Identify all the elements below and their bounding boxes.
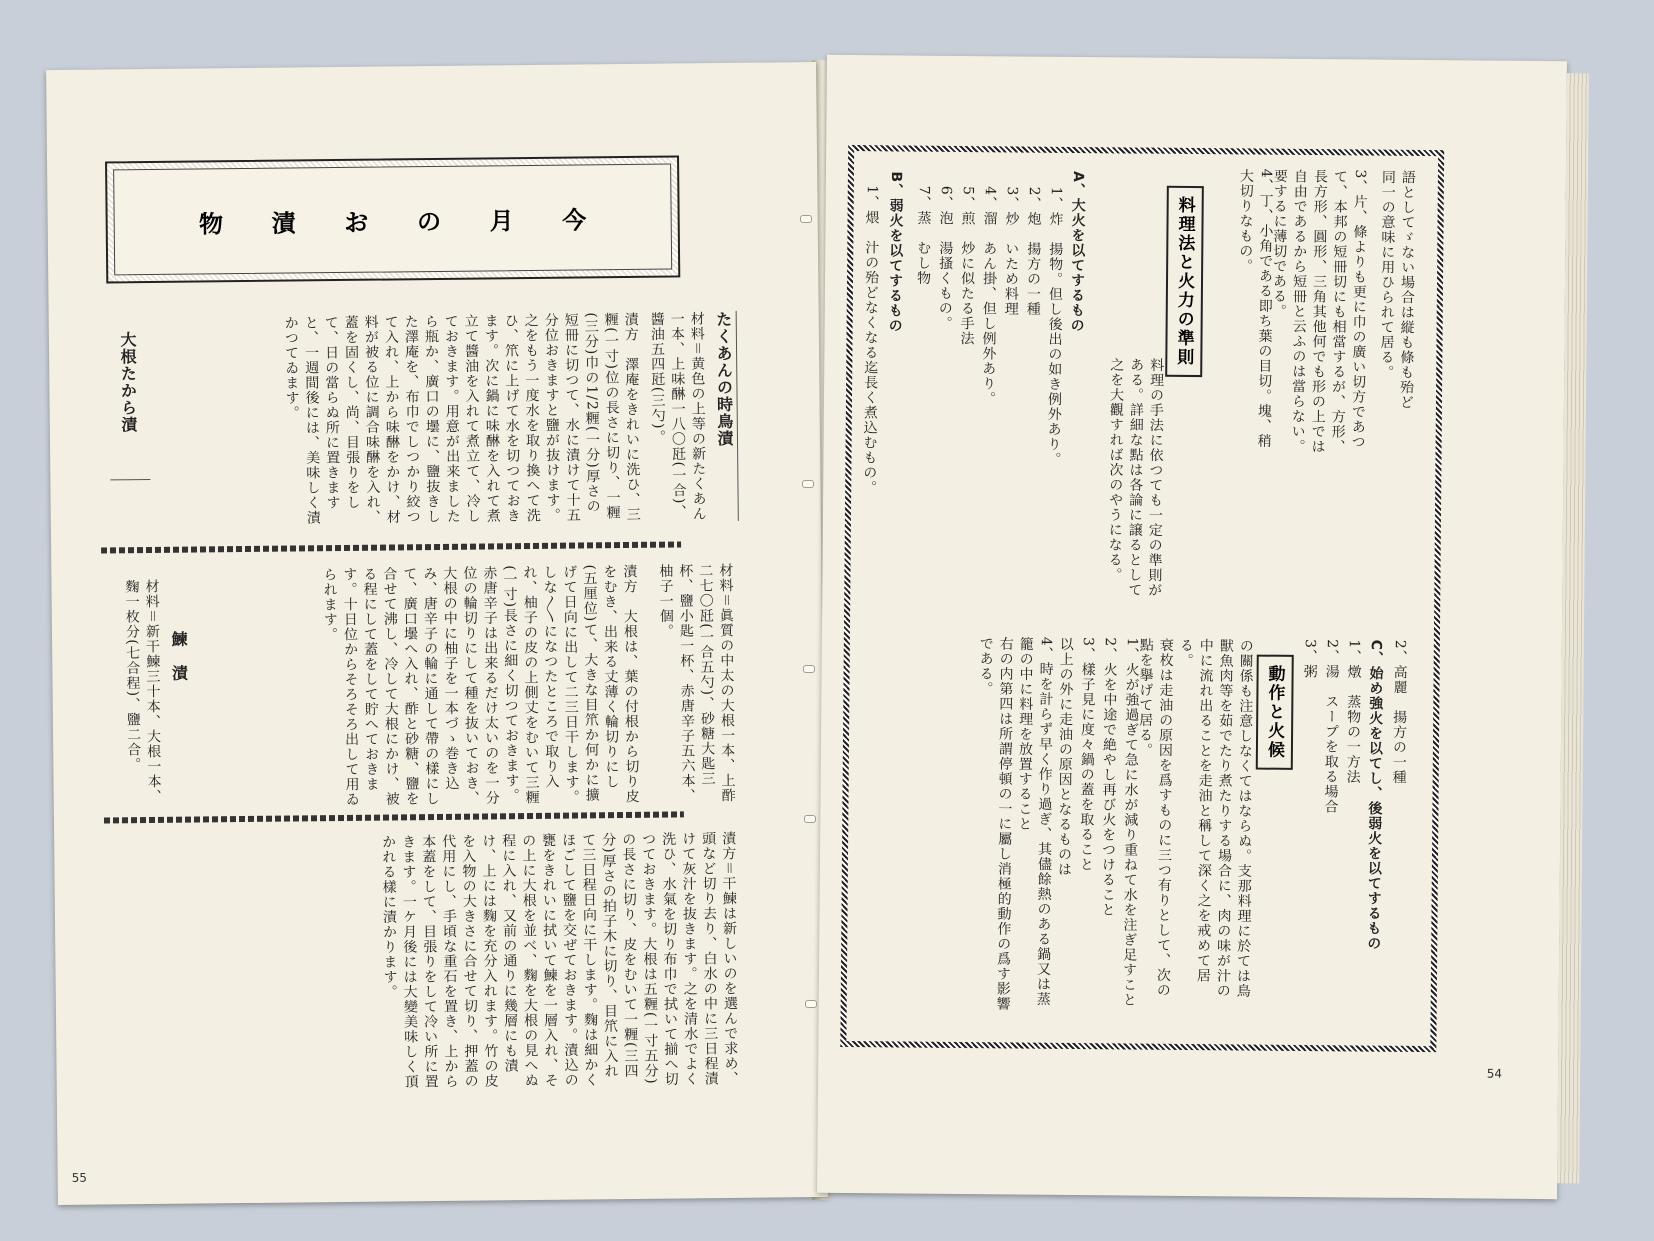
item-4: 4、丁、小角である即ち葉の目切。塊、稍大切りなもの。 xyxy=(1237,168,1275,449)
group-a-item: 5、煎 炒に似たる手法 xyxy=(958,185,976,347)
page-number-right: 54 xyxy=(1486,1066,1503,1081)
section1-intro: 料理の手法に依つても一定の準則がある。詳細な點は各論に譲るとして之を大觀すれば次のやうになる。 xyxy=(1106,357,1165,598)
group-c-item: 1、燉 蒸物の一方法 xyxy=(1344,639,1362,785)
title-char: 漬 xyxy=(271,207,296,238)
takuan-method: 漬方 澤庵をきれいに洗ひ、三糎(一寸)位の長さに切り、一糎(三分)巾の1/2糎(一分)厚さの短冊に切つて、水に漬けて十五分位おきますと鹽が抜けます。之をもう一度水を取り換へて洗ひ、笊に上げて水を切つておきます。次に鍋に味醂を入れて煮立て醬油を入れて煮立て、冷しておきます。用意が出来ましたら瓶か、廣口の壜に、鹽抜きした澤庵を、布巾でしつかり絞つて入れ、上から味醂をかけ、材料が被る位に調合味醂を入れ、蓋を固くし、尚、目張りをして、日の當らぬ所に置きますと、一週間後には、美味しく漬かつてゐます。 xyxy=(282,311,641,526)
section2-text: の關係も注意しなくてはならぬ。支那料理に於ては鳥獸魚肉等を茹でたり煮たりする場合に、肉の味が汁の中に流れ出ることを走油と稱して深く之を戒めて居る。 衰枚は走油の原因を爲すものに三つ有りとして、次の點を擧げて居る。 xyxy=(1136,637,1254,999)
daikon-method: 漬方 大根は、葉の付根から切り皮をむき、出来る丈薄く輪切りにし(五厘位)て、大きな目笊か何かに擴げて日向に出して二三日干します。しな〳〵になつたところで取り入れ、柚子の皮の上側丈をむいて三糎(一寸)長さに細く切つておきます。赤唐辛子は出来るだけ太いのを一分位の輪切りにして種を抜いておき、大根の中に柚子を一本づゝ巻き込み、唐辛子の輪に通して帶の樣にして、廣口壜へ入れ、酢と砂糖、鹽を合せて沸し、冷して大根にかけ、被る程にして蓋をして貯へておきます。十日位からそろそろ出して用ゐられます。 xyxy=(321,563,640,807)
title-char: 物 xyxy=(198,208,224,238)
group-a-item: 3、炒 いため料理 xyxy=(1002,186,1020,317)
stitch-hole xyxy=(802,480,814,488)
section2-item: 3、樣子見に度々鍋の蓋を取ること xyxy=(1077,637,1096,873)
title-banner xyxy=(105,155,680,283)
group-a-item: 6、泡 湯搔くもの。 xyxy=(936,185,954,331)
section-title-cooking-method: 料理法と火力の準則 xyxy=(1165,186,1204,377)
page-number-left: 55 xyxy=(71,1170,88,1185)
takuan-materials: 材料＝黄色の上等の新たくあん一本、上味醂一八〇瓩(一合)、醬油五四瓩(三勺)。 xyxy=(648,311,707,522)
stitch-hole xyxy=(804,815,816,823)
group-c-title: C、始め強火を以てし、後弱火を以てするもの xyxy=(1365,639,1384,951)
section2-item: 1、火が強過ぎて急に水が減り重ねて水を注ぎ足すこと xyxy=(1120,637,1140,1008)
group-a-item: 4、溜 あん掛、但し例外あり。 xyxy=(979,186,998,407)
nishin-materials: 材料＝新干鰊三十本、大根一本、麴一枚分(七合程)、鹽二合。 xyxy=(123,578,162,805)
title-char: 月 xyxy=(489,205,514,235)
section2-item: 2、火を中途で絶やし再び火をつけること xyxy=(1099,637,1118,918)
section-title-action-heat: 動作と火候 xyxy=(1256,655,1294,770)
group-b-item: 1、煨 汁の殆どなくなる迄長く煮込むもの。 xyxy=(861,185,880,496)
title-char: お xyxy=(344,207,369,237)
section2-tail: 以上の外に走油の原因となるものは 4、時を計らず早く作り過ぎ、其儘餘熱のある鍋又は蒸籠の中に料理を放置すること 右の内第四は所謂停頓の一に屬し消極的動作の爲す影響である。 xyxy=(977,636,1074,1012)
nishin-method: 漬方＝干鰊は新しいのを選んで求め、頭など切り去り、白水の中に三日程漬けて灰汁を抜きます。之を清水でよく洗ひ、水氣を切り布巾で拭いて揃へ切つておきます。大根は五糎(一寸五分)の長さに切り、皮をむいて一糎(三四分)厚さの拍子木に切り、目笊に入れて三日程日向に干します。麴は細かくほごして鹽を交ぜておきます。漬込の甕をきれいに拭いて鰊を一層入れ、その上に大根を並べ、麴を大根の見へぬ程に入れ、又前の通りに幾層にも漬け、上には麴を充分入れます。竹の皮を入物の大きさに合せて切り、押蓋の代用にし、手頃な重石を置き、上から本蓋をして、目張りをして冷い所に置きます。一ケ月後には大變美味しく頂かれる樣に漬かります。 xyxy=(380,830,739,1090)
group-c-item: 2、湯 スープを取る場合 xyxy=(1322,639,1340,815)
daikon-materials: 材料＝眞質の中太の大根一本、上酢二七〇瓩(一合五勺)、砂糖大匙三杯、鹽小匙一杯、赤唐辛子五六本、柚子一個。 xyxy=(657,562,736,804)
right-page xyxy=(817,55,1567,1199)
group-a-item: 2、炮 揚方の一種 xyxy=(1024,186,1042,317)
group-a-item: 7、蒸 むし物 xyxy=(914,185,932,286)
group-c-item: 2、高麗 揚方の一種 xyxy=(1390,639,1408,785)
group-c-item: 3、粥 xyxy=(1301,638,1318,680)
stitch-hole xyxy=(803,665,815,673)
stitch-hole xyxy=(805,1000,817,1008)
group-b-title: B、弱火を以てするもの xyxy=(886,171,904,334)
intro-text: 語としてゞない場合は縦も條も殆ど同一の意味に用ひられて居る。 xyxy=(1378,169,1416,410)
title-char: 今 xyxy=(562,204,587,235)
title-char: の xyxy=(416,206,442,236)
takuan-heading: たくあんの時鳥漬 xyxy=(713,310,735,448)
nishin-heading: 鰊 漬 xyxy=(168,630,189,682)
item-3: 3、片、條よりも更に巾の廣い切方であつて、本邦の短冊切にも相當するが、方形、長方形、圓形、三角其他何でも形の上では自由であるから短冊と云ふのは當らない。要するに薄切である。 xyxy=(1270,168,1368,455)
left-page xyxy=(46,62,828,1205)
group-a-title: A、大火を以てするもの xyxy=(1068,170,1086,333)
daikon-heading: 大根たから漬 xyxy=(117,331,138,434)
stitch-hole xyxy=(800,215,812,223)
group-a-item: 1、炸 揚物。但し後出の如き例外あり。 xyxy=(1045,186,1064,467)
